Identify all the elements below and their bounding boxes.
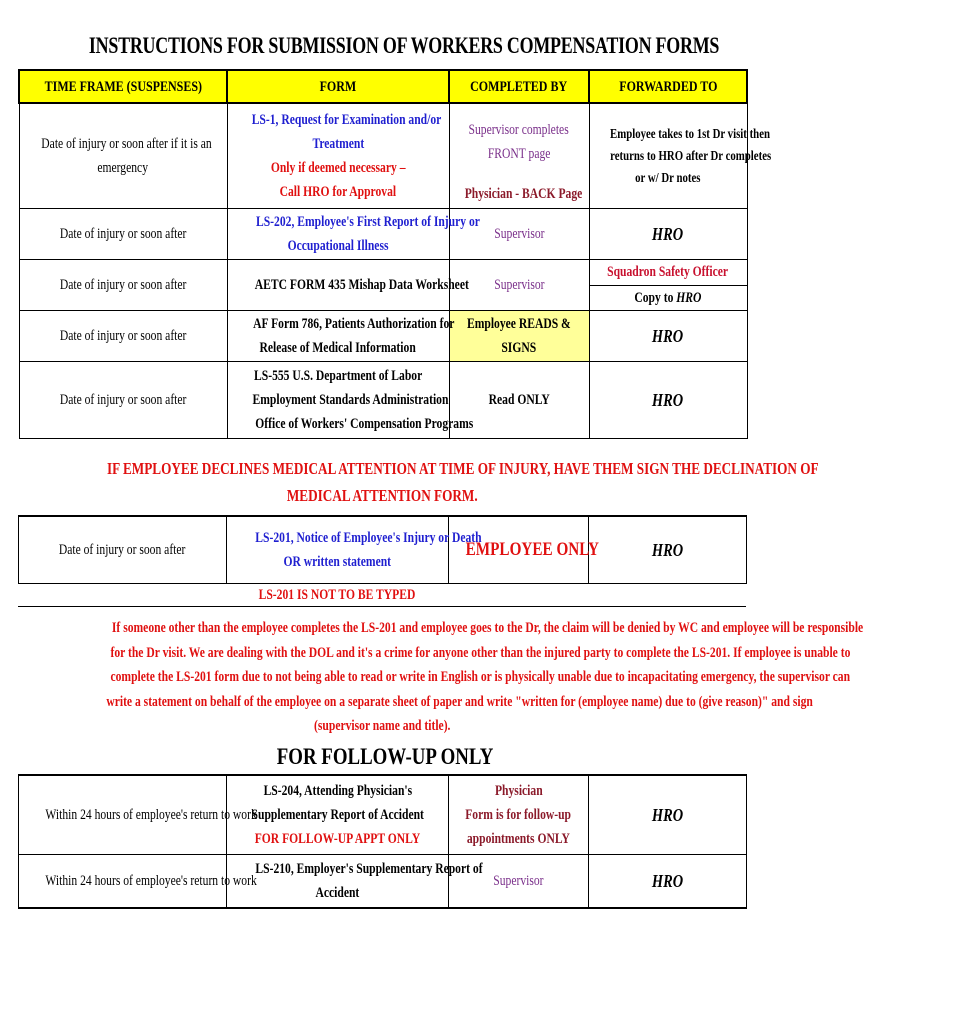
- forwarded-to-cell: Copy to HRO: [589, 285, 747, 311]
- time-frame-cell: Date of injury or soon after: [19, 516, 227, 584]
- ls201-divider: [18, 606, 746, 607]
- table-row: [19, 775, 747, 855]
- table-row: [19, 311, 747, 362]
- page-title: INSTRUCTIONS FOR SUBMISSION OF WORKERS COMPENSATION FORMS: [88, 33, 720, 58]
- completed-by-cell: EMPLOYEE ONLY: [449, 516, 589, 584]
- table-header-row: [19, 70, 747, 103]
- completed-by-cell: Supervisor: [449, 855, 589, 909]
- ls201-warning: If someone other than the employee completes the LS-201 and employee goes to the Dr, the claim will be denied by WC and employee will be responsible for the Dr visit. We are dealing with the DOL and it's a crime for anyone other than the injured party to complete the LS-201. If employee is unable to complete the LS-201 form due to not being able to read or write in English or is physically unable due to incapacitating emergency, the supervisor can write a statement on behalf of the employee on a separate sheet of paper and write "written for (employee name) due to (give reason)" and sign (supervisor name and title).: [106, 620, 864, 734]
- form-cell: LS-204, Attending Physician's Supplementary Report of Accident FOR FOLLOW-UP APPT ONLY: [227, 775, 449, 855]
- table-row: [19, 516, 747, 584]
- completed-by-cell: Physician - BACK Page: [449, 180, 589, 209]
- form-cell: AETC FORM 435 Mishap Data Worksheet: [227, 260, 449, 311]
- ls201-typing-note: LS-201 IS NOT TO BE TYPED: [258, 587, 416, 603]
- time-frame-cell: Date of injury or soon after: [19, 260, 227, 311]
- completed-by-cell: Read ONLY: [449, 362, 589, 439]
- header-forwarded-to: FORWARDED TO: [589, 70, 747, 103]
- forwarded-to-cell: HRO: [589, 855, 747, 909]
- forms-table: [18, 69, 771, 439]
- table-row: [19, 362, 747, 439]
- header-completed-by: COMPLETED BY: [449, 70, 589, 103]
- completed-by-cell: Supervisor: [449, 260, 589, 311]
- time-frame-cell: Date of injury or soon after if it is an emergency: [19, 103, 227, 209]
- completed-by-cell: Physician Form is for follow-up appointments ONLY: [449, 775, 589, 855]
- time-frame-cell: Date of injury or soon after: [19, 362, 227, 439]
- completed-by-cell: Employee READS & SIGNS: [449, 311, 589, 362]
- forwarded-to-cell: HRO: [589, 775, 747, 855]
- time-frame-cell: Date of injury or soon after: [19, 209, 227, 260]
- header-time-frame: TIME FRAME (SUSPENSES): [19, 70, 227, 103]
- table-row: [19, 855, 747, 909]
- time-frame-cell: Date of injury or soon after: [19, 311, 227, 362]
- forwarded-to-cell: HRO: [589, 516, 747, 584]
- form-cell: LS-1, Request for Examination and/or Treatment Only if deemed necessary – Call HRO for Approval: [227, 103, 449, 209]
- table-row: [19, 260, 747, 286]
- followup-title: FOR FOLLOW-UP ONLY: [276, 744, 494, 769]
- form-cell: LS-555 U.S. Department of Labor Employment Standards Administration Office of Workers' Compensation Programs: [227, 362, 449, 439]
- table-row: [19, 209, 747, 260]
- time-frame-cell: Within 24 hours of employee's return to work: [19, 855, 227, 909]
- form-cell: LS-210, Employer's Supplementary Report of Accident: [227, 855, 449, 909]
- forwarded-to-cell: Squadron Safety Officer: [589, 260, 747, 286]
- ls201-table: [18, 515, 747, 584]
- completed-by-cell: Supervisor completes FRONT page: [449, 103, 589, 180]
- header-form: FORM: [227, 70, 449, 103]
- followup-table: [18, 774, 747, 909]
- form-cell: LS-201, Notice of Employee's Injury or Death OR written statement: [227, 516, 449, 584]
- forwarded-to-cell: HRO: [589, 362, 747, 439]
- forwarded-to-cell: HRO: [589, 209, 747, 260]
- form-cell: AF Form 786, Patients Authorization for Release of Medical Information: [227, 311, 449, 362]
- completed-by-cell: Supervisor: [449, 209, 589, 260]
- table-row: [19, 103, 747, 180]
- forwarded-to-cell: Employee takes to 1st Dr visit then returns to HRO after Dr completes or w/ Dr notes: [589, 103, 747, 209]
- forwarded-to-cell: HRO: [589, 311, 747, 362]
- declination-note: IF EMPLOYEE DECLINES MEDICAL ATTENTION AT TIME OF INJURY, HAVE THEM SIGN THE DECLINATION OF MEDICAL ATTENTION FORM.: [106, 459, 819, 505]
- time-frame-cell: Within 24 hours of employee's return to work: [19, 775, 227, 855]
- form-cell: LS-202, Employee's First Report of Injury or Occupational Illness: [227, 209, 449, 260]
